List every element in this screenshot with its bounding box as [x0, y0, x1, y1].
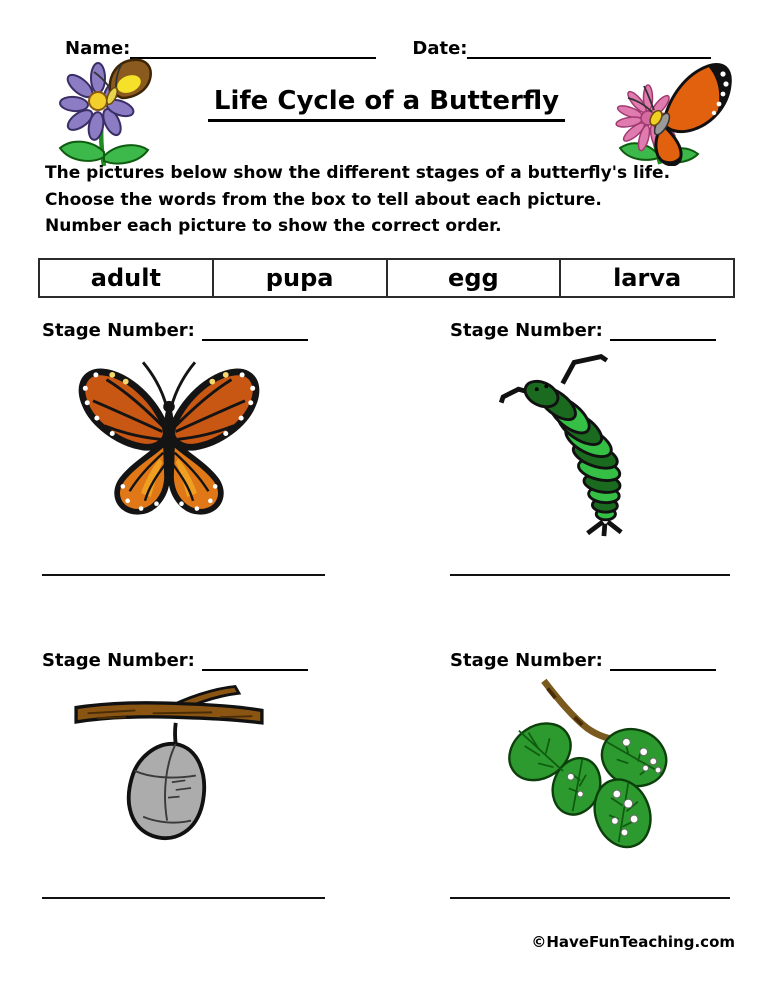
adult-butterfly-icon	[68, 345, 270, 523]
stage-number-blank	[610, 652, 716, 671]
stage-number-label: Stage Number:	[450, 320, 603, 341]
instruction-line-1: The pictures below show the different stages of a butterfly's life.	[45, 163, 671, 183]
adult-butterfly-image	[68, 345, 342, 527]
stage-answer-line	[450, 897, 730, 899]
eggs-on-leaves-image	[482, 675, 735, 871]
stage-label-row	[42, 320, 342, 341]
stage-number-blank	[202, 652, 308, 671]
stage-answer-line	[42, 574, 325, 576]
stage-section-egg	[450, 650, 735, 899]
page-title: Life Cycle of a Butterfly	[208, 86, 565, 122]
stage-label-row	[450, 650, 735, 671]
pupa-chrysalis-icon	[68, 675, 270, 857]
title-row	[0, 86, 773, 122]
stage-answer-line	[450, 574, 730, 576]
stage-number-label: Stage Number:	[450, 650, 603, 671]
stage-number-blank	[202, 322, 308, 341]
stage-section-pupa	[42, 650, 342, 899]
pupa-chrysalis-image	[68, 675, 342, 861]
word-bank-cell-adult: adult	[90, 264, 161, 292]
larva-caterpillar-icon	[482, 345, 674, 541]
stage-number-label: Stage Number:	[42, 320, 195, 341]
eggs-on-leaves-icon	[482, 675, 694, 867]
word-bank-cell-egg: egg	[386, 260, 560, 296]
instructions	[45, 160, 670, 240]
date-label: Date:	[412, 38, 468, 59]
date-blank-line	[467, 40, 711, 59]
stage-answer-line	[42, 897, 325, 899]
name-label: Name:	[65, 38, 131, 59]
word-bank-cell-pupa: pupa	[212, 260, 386, 296]
word-bank-cell-larva: larva	[559, 260, 733, 296]
stage-number-label: Stage Number:	[42, 650, 195, 671]
copyright-credit: ©HaveFunTeaching.com	[531, 933, 735, 951]
instruction-line-3: Number each picture to show the correct order.	[45, 216, 502, 236]
stage-section-adult	[42, 320, 342, 576]
instruction-line-2: Choose the words from the box to tell about each picture.	[45, 189, 602, 210]
stage-number-blank	[610, 322, 716, 341]
stage-label-row	[42, 650, 342, 671]
stage-section-larva	[450, 320, 735, 576]
word-bank-table	[38, 258, 735, 298]
larva-caterpillar-image	[482, 345, 735, 545]
stage-label-row	[450, 320, 735, 341]
